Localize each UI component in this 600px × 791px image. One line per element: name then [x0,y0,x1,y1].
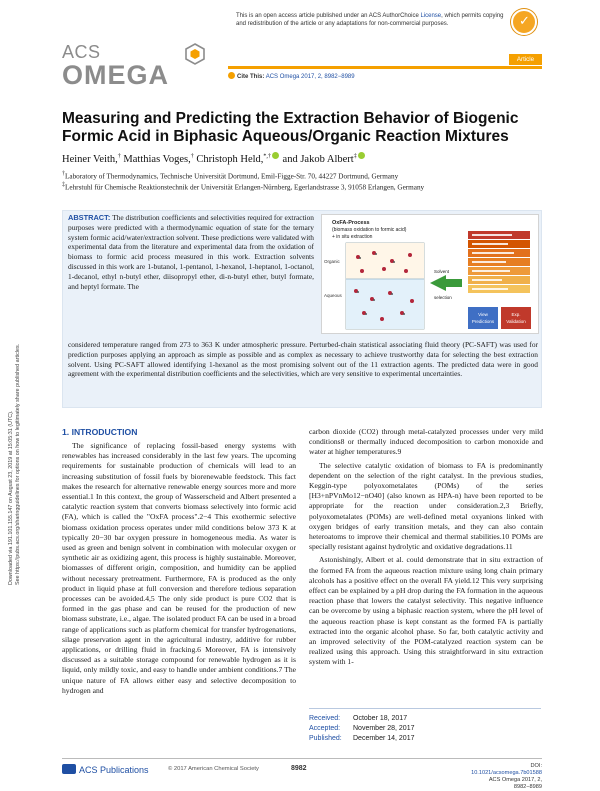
download-note-line-1: Downloaded via 191.101.155.147 on August 23, 2019 at 15:05:31 (UTC). [8,410,14,585]
author-name[interactable]: Matthias Voges, [123,154,191,165]
orcid-icon[interactable] [358,152,365,159]
page-number: 8982 [291,765,307,772]
journal-reference: ACS Omega 2017, 2, 8982−8989 [488,777,542,790]
download-note [8,205,28,585]
abstract-part-1: The distribution coefficients and selectivities required for extraction purposes were predicted with a thermodynamic equation of state for the ternary system formic acid/water/extraction solvent. These predictions were validated with experimental data from the literature and experimental data from the oxidation of biomass to formic acid process measured in this work. Extraction solvents discussed in this work are 1-butanol, 1-pentanol, 1-hexanol, 1-heptanol, 1-octanol, 1-decanol, ethyl n-butyl ether, diisopropyl ether, di-n-butyl ether, butyl formate, and heptyl formate. The [68,213,314,291]
exp-validation-box [501,307,531,329]
publication-dates [309,714,414,744]
author-name[interactable]: Christoph Held, [196,154,264,165]
copyright: © 2017 American Chemical Society [168,766,259,772]
paragraph: carbon dioxide (CO2) through metal-catalyzed processes under very mild conditions8 or thermally induced decomposition to carbon monoxide and water at higher temperatures.9 [309,427,543,457]
open-access-notice [236,12,506,28]
dates-rule [309,708,541,709]
abstract-continuation: considered temperature ranged from 273 to 363 K under atmospheric pressure. Perturbed-chain statistical associating fluid theory (PC-SAFT) was used for prediction purposes applying an approach as simple as possible and as complex as necessary to achieve trustworthy data for selecting the best extraction solvent. Using PC-SAFT allowed identifying 1-hexanol as the most promising solvent out of the 11 extraction agents. The predicted data were in good agreement with the experimental distribution coefficients and the selectivities, which are very sensitive to experimental uncertainties. [68,340,538,379]
date-accepted: Accepted: November 28, 2017 [309,725,415,732]
section-title: INTRODUCTION [71,427,138,437]
paragraph: The significance of replacing fossil-based energy systems with renewables has increased considerably in the last few years. The upcoming requirements for sustainable production of chemicals will lead to an increasing substitution of fossil fuels by biorenewable feedstock. This fact makes the research for alternative renewable energy sources more and more essential.1 In this context, the group of Wasserscheid and Albert presented a catalytic reaction system that converts biomass selectively into formic acid (FA), which is called the "OxFA process".2−4 This exothermic selective biomass oxidation process operates under mild conditions below 373 K at typically 20−30 bar oxygen pressure in homogeneous media. As water is used as green and benign solvent in combination with molecular oxygen or synthetic air as oxidizing agent, this process is highly sustainable. Moreover, biomasses of different origin, composition, and humidity can be applied without necessary pretreatment. Furthermore, FA is produced as the only product in liquid phase at full conversion and therefore tedious separation processes can be avoided.4,5 The only side product is pure CO2 that is formed in the gas phase and can be reused for the production of new biomass substrate, i.e., algae. The isolated product FA can be used in a broad range of applications such as platform chemical for transfer hydrogenations, silage preservation agent in the agricultural industry, additive for rubber applications, or drilling fluid in fracking.6 Moreover, FA is intensively discussed as a suitable storage compound for renewable hydrogen as it is liquid, only mildly toxic, and easy to handle under ambient conditions.7 The unique nature of FA allows either easy and selective decomposition to hydrogen and [62,441,296,695]
paragraph: The selective catalytic oxidation of biomass to FA is predominantly dependent on the selection of the right catalyst. In the previous studies, Keggin-type polyoxometalates (POMs) of the series [H3+nPVnMo12−nO40] (also known as HPA-n) have been reported to be appropriate for the reaction under consideration.2,3 Briefly, polyoxometalates (POMs) are well-defined metal oxyanions linked with oxygen bridges of early transition metals, and they can also contain heteroatoms to improve their chemical and thermal stabilities.10 POMs are specially resistant against hydrolytic and oxidative degradations.11 [309,460,543,552]
article-type-badge: Article [509,54,542,65]
fact-label-2: Validation [506,319,526,324]
author-list: Heiner Veith,† Matthias Voges,† Christoph Held,*,† and Jakob Albert‡ [62,152,542,165]
views-label-1: View [478,312,488,317]
date-received: Received: October 18, 2017 [309,715,408,722]
toc-title-2: (biomass oxidation to formic acid) [332,227,407,233]
arrow-solvent-selection [430,269,462,300]
doi-link[interactable]: 10.1021/acsomega.7b01588 [471,770,542,776]
journal-logo-omega: OMEGA [62,60,170,90]
publisher-name: ACS Publications [79,765,149,775]
toc-graphic [321,214,539,334]
cite-line [228,72,355,80]
affiliation: ‡Lehrstuhl für Chemische Reaktionstechnik der Universität Erlangen-Nürnberg, Egerlandstrasse 3, 91058 Erlangen, Germany [62,182,425,192]
journal-logo [62,40,242,90]
orcid-icon[interactable] [272,152,279,159]
doi-block [460,763,542,791]
fact-label-1: Exp. [511,312,521,317]
abstract-text [68,213,314,291]
cite-year[interactable]: 2017, 2, 8982−8989 [299,74,355,80]
author-name[interactable]: and Jakob Albert [282,154,354,165]
date-published: Published: December 14, 2017 [309,735,415,742]
toc-title-1: OxFA-Process [332,220,370,226]
journal-logo-acs: ACS [62,42,101,62]
arrow-label-1: Solvent [434,269,450,274]
open-access-suffix: , which permits copying and redistribution of the article or any adaptations for non-commercial purposes. [236,13,504,27]
reactor-vessel [324,243,424,329]
body-column-left [62,441,296,696]
publisher-logo[interactable] [62,764,149,775]
cite-journal[interactable]: ACS Omega [265,74,300,80]
view-predictions-box [468,307,498,329]
toc-title-3: + in situ extraction [332,234,373,240]
views-label-2: Predictions [471,319,495,324]
affiliation: †Laboratory of Thermodynamics, Technische Universität Dortmund, Emil-Figge-Str. 70, 44227 Dortmund, Germany [62,171,399,181]
hexagon-logo-icon [184,43,206,65]
author-name[interactable]: Heiner Veith, [62,154,118,165]
section-heading-introduction [62,427,137,437]
abstract-label: ABSTRACT: [68,213,111,222]
doi-label: DOI: [530,763,542,769]
open-access-badge-icon [511,9,537,35]
footer-rule [62,758,542,759]
cite-icon [228,72,235,79]
toc-graphic-svg [322,215,538,333]
result-table [468,231,530,293]
phase-organic-label: Organic [324,259,340,264]
paragraph: Astonishingly, Albert et al. could demonstrate that in situ extraction of the formed FA from the aqueous reaction mixture using long chain primary alcohols has a positive effect on the overall FA yield.12 This very surprising effect can be explained by a pH drop during the FA formation in the aqueous reaction phase that lowers the catalyst selectivity. This negative influence can be overcome by using a biphasic reaction system, where the pH level of the aqueous reaction phase is kept constant as the formed FA is partially extracted into the organic alcohol phase. So far, both catalytic activity and an improved selectivity of the POM-catalyzed reaction system can be realized using this approach. Using this straightforward in situ extraction system with 1- [309,555,543,667]
phase-aqueous-label: Aqueous [324,293,342,298]
section-number: 1. [62,427,70,437]
body-column-right [309,427,543,668]
download-note-line-2: See https://pubs.acs.org/sharingguidelines for options on how to legitimately share published articles. [15,343,21,585]
arrow-label-2: selection [434,295,452,300]
license-link[interactable]: License [420,13,442,19]
cite-label[interactable]: Cite This: [237,74,265,80]
article-title: Measuring and Predicting the Extraction Behavior of Biogenic Formic Acid in Biphasic Aqueous/Organic Reaction Mixtures [62,110,519,145]
acs-publications-icon [62,764,76,774]
header-rule [228,66,542,69]
open-access-prefix: This is an open access article published under an ACS AuthorChoice [236,13,421,19]
